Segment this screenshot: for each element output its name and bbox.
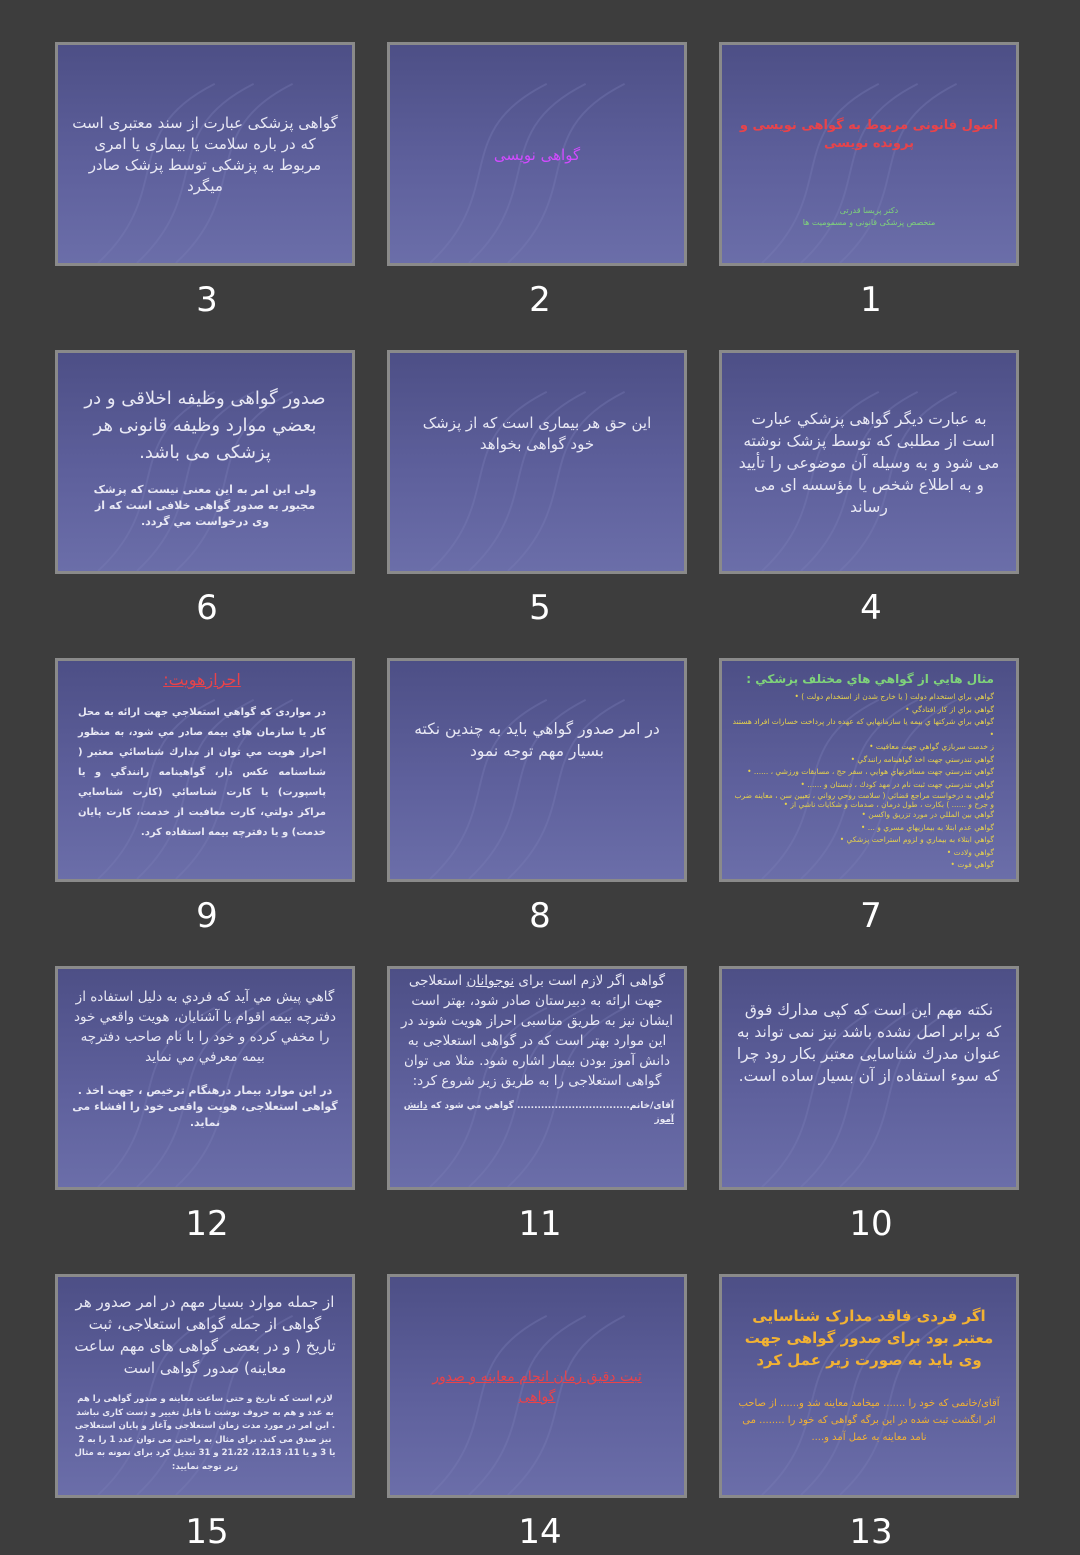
list-item: گواهي براي از كار افتادگي • xyxy=(905,704,994,714)
slide-text-part: استعلاجی جهت ارائه به دبیرستان صادر شود، بهتر است ایشان نیز به طریق مناسبی احراز هویت شوند در این موارد بهتر است که در گواهی استعلاجی به دانش آموز بودن بیمار اشاره شود. مثلا می توان گواهی استعلاجی را به طریق زیر شروع کرد: xyxy=(400,973,674,1089)
list-item: گواهي تندرستي جهت اخذ گواهينامه رانندگي • xyxy=(850,754,994,764)
slide-subtitle: متخصص پزشکی قانونی و مسمومیت ها xyxy=(802,218,936,227)
list-item: ز خدمت سربازي گواهي جهت معافيت • xyxy=(869,742,994,751)
slide-number-12: 12 xyxy=(185,1204,229,1244)
slide-text: این حق هر بیماری است که از پزشک خود گواهی بخواهد xyxy=(422,414,652,453)
slide-thumbnail-11[interactable] xyxy=(387,966,687,1190)
slide-number-13: 13 xyxy=(849,1512,893,1552)
slide-number-11: 11 xyxy=(518,1204,562,1244)
slide-sample-underlined: دانش آموز xyxy=(403,1101,674,1125)
slide-number-9: 9 xyxy=(196,896,218,936)
slide-thumbnail-12[interactable] xyxy=(55,966,355,1190)
list-item: گواهي به درخواست مراجع قضائي ( سلامت روحي رواني ، تعيين سن ، معاينه ضرب و جرح و ...... ) بكارت ، طول درمان ، صدمات و شكايات ناشي از • xyxy=(734,791,994,809)
list-item: گواهي ولادت • xyxy=(946,847,994,857)
slide-sample-line xyxy=(400,1099,674,1127)
slide-thumbnail-9[interactable] xyxy=(55,658,355,882)
slide-thumbnail-7[interactable] xyxy=(719,658,1019,882)
slide-thumbnail-14[interactable] xyxy=(387,1274,687,1498)
list-item: گواهي فوت • xyxy=(950,860,994,869)
list-item: گواهي براي استخدام دولت ( يا خارج شدن از استخدام دولت ) • xyxy=(794,692,994,701)
slide-text: به عبارت دیگر گواهی پزشکي عبارت است از مطلبی که توسط پزشک نوشته می شود و به وسیله آن موضوعی را تأیید و به اطلاع شخص یا مؤسسه ای می رساند xyxy=(738,410,1000,516)
slide-thumbnail-6[interactable] xyxy=(55,350,355,574)
slide-thumbnail-10[interactable] xyxy=(719,966,1019,1190)
slide-text: در مواردی كه گواهي استعلاجي جهت ارائه به محل كار يا سازمان هاي بيمه صادر مي شود، به منظور احراز هويت مي توان از مدارك شناسائي معتبر ( شناسنامه عكس دار، گواهينامه رانندگي و يا پاسپورت) يا كارت شناسائي (كارت شناسايي مراكز دولتي، كارت معافيت از خدمت، كارت پايان خدمت) و يا دفترچه بيمه استفاده كرد. xyxy=(78,707,326,838)
list-item: گواهي تندرستي جهت مسافرتهاي هوايي ، سفر حج ، مسابقات ورزشي ، ...... • xyxy=(747,767,994,776)
slide-number-7: 7 xyxy=(860,896,882,936)
slide-number-6: 6 xyxy=(196,588,218,628)
slide-number-4: 4 xyxy=(860,588,882,628)
slide-author: دکتر پریسا قدرتی xyxy=(839,206,899,215)
slide-thumbnail-8[interactable] xyxy=(387,658,687,882)
slide-text: گاهي پيش مي آيد كه فردي به دليل استفاده از دفترچه بيمه اقوام يا آشنايان، هويت واقعي خود را مخفي كرده و خود را با نام صاحب دفترچه بيمه معرفي مي نمايد xyxy=(74,989,336,1065)
slide-number-3: 3 xyxy=(196,280,218,320)
slide-note: ولی این امر به این معنی نیست که پزشک مجبور به صدور گواهی خلافی است که از وی درخواست مي گردد. xyxy=(93,483,317,528)
list-item: گواهي ابتلاء به بيماري و لزوم استراحت پزشكي • xyxy=(839,835,994,844)
slide-note: لازم است که تاریخ و حتی ساعت معاینه و صدور گواهی را هم به عدد و هم به حروف نوشت تا قابل تغییر و دست کاری نباشد . این امر در مورد مدت زمان استعلاجی وآغاز و پایان استعلاجی نیز صدق می کند. برای مثال به راحتی می توان عدد 1 را به 2 یا 3 و یا 11، 12،13، 21،22 و 31 تبدیل کرد برای نمونه به مثال زیر توجه نمایید: xyxy=(74,1394,336,1472)
slide-title: احرازهویت: xyxy=(163,670,241,689)
slide-thumbnail-5[interactable] xyxy=(387,350,687,574)
slide-title: اصول قانونی مربوط به گواهی نویسی و پرونده نویسی xyxy=(739,118,999,151)
slide-number-15: 15 xyxy=(185,1512,229,1552)
slide-number-2: 2 xyxy=(529,280,551,320)
slide-sample-text: آقای/خانم................................. گواهي مي شود كه xyxy=(430,1101,674,1111)
slide-thumbnail-13[interactable] xyxy=(719,1274,1019,1498)
slide-thumbnail-1[interactable] xyxy=(719,42,1019,266)
slide-text xyxy=(400,971,674,1091)
slide-bullet-list xyxy=(732,691,994,872)
list-item: گواهي بين المللي در مورد تزريق واكسن • xyxy=(861,810,994,819)
slide-text: از جمله موارد بسیار مهم در امر صدور هر گواهی از جمله گواهی استعلاجی، ثبت تاریخ ( و در بعضی گواهی های مهم ساعت معاینه) صدور گواهی است xyxy=(74,1293,336,1377)
slide-text-underlined: نوجوانان xyxy=(466,973,515,989)
slide-number-8: 8 xyxy=(529,896,551,936)
slide-title: اگر فردی فاقد مدارک شناسایی معتبر بود برای صدور گواهی جهت وی باید به صورت زیر عمل کرد xyxy=(744,1307,994,1369)
slide-thumbnail-3[interactable] xyxy=(55,42,355,266)
slide-text: آقای/خانمی که خود را ....... میخامد معاینه شد و...... از صاحب اثر انگشت ثبت شده در این برگه گواهی که خود را ........ می نامد معاینه به عمل آمد و.... xyxy=(738,1398,1000,1443)
slide-text-part: گواهی اگر لازم است برای xyxy=(518,973,666,989)
slide-number-5: 5 xyxy=(529,588,551,628)
slide-text: در امر صدور گواهي باید به چندین نكته بسیار مهم توجه نمود xyxy=(414,720,660,760)
slide-thumbnail-2[interactable] xyxy=(387,42,687,266)
slide-text: نکته مهم این است که کپی مدارك فوق که برابر اصل نشده باشد نیز نمی تواند به عنوان مدرك شناسایی معتبر بکار رود چرا که سوء استفاده از آن بسیار ساده است. xyxy=(736,1001,1002,1085)
list-item: گواهي تندرستي جهت ثبت نام در مهد كودك ، دبستان و ...... • xyxy=(800,779,994,789)
slide-number-1: 1 xyxy=(860,280,882,320)
slide-thumbnail-4[interactable] xyxy=(719,350,1019,574)
slide-title: ثبت دقیق زمان انجام معاینه و صدور گواهی xyxy=(432,1369,642,1405)
slide-number-10: 10 xyxy=(849,1204,893,1244)
slide-note: در این موارد بیمار درهنگام ترخیص ، جهت اخذ . گواهی استعلاجی، هویت واقعی خود را افشاء می نماید. xyxy=(72,1084,338,1129)
slide-text: صدور گواهی وظیفه اخلاقی و در بعضي موارد وظیفه قانونی هر پزشکی می باشد. xyxy=(84,388,326,463)
list-item: گواهي عدم ابتلا به بيماريهاي مسري و ... • xyxy=(860,822,994,832)
slide-title: گواهی نویسی xyxy=(493,145,581,164)
slide-title: مثال هايي از گواهي هاي مختلف پزشكي : xyxy=(746,672,994,686)
slide-number-14: 14 xyxy=(518,1512,562,1552)
slide-text: گواهی پزشکی عبارت از سند معتبری است که در باره سلامت یا بیماری یا امری مربوط به پزشکی توسط پزشک صادر میگرد xyxy=(72,114,338,195)
slide-thumbnail-15[interactable] xyxy=(55,1274,355,1498)
list-item: گواهي براي شركتها ي بيمه يا سازمانهايي كه عهده دار پرداخت خسارات افراد هستند • xyxy=(732,717,994,739)
